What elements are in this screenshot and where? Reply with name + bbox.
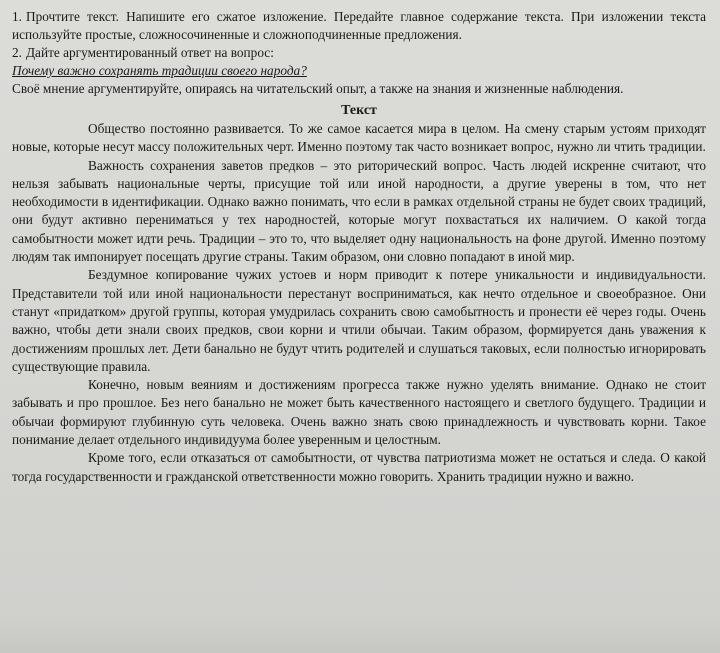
- text-paragraph-1: Общество постоянно развивается. То же самое касается мира в целом. На смену старым устоям приходят новые, которые несут массу положительных черт. Именно поэтому так часто возникает вопрос, нужно ли чтить традиции.: [12, 121, 706, 155]
- text-paragraph-2: Важность сохранения заветов предков – это риторический вопрос. Часть людей искренне считают, что нельзя забывать национальные черты, присущие той или иной народности, а другие уверены в том, что нет необходимости в идентификации. Однако важно понимать, что если в рамках отдельной страны не будет своих традиций, они будут активно перениматься у тех народностей, которые могут похвастаться их наличием. О какой тогда самобытности может идти речь. Традиции – это то, что выделяет одну национальность на фоне другой. Именно поэтому людям так импонирует посещать другие страны. Таким образом, они словно попадают в иной мир.: [12, 157, 706, 265]
- task-item-1-text: Прочтите текст. Напишите его сжатое изложение. Передайте главное содержание текста. При изложении текста используйте простые, сложносочиненные и сложноподчиненные предложения.: [12, 9, 706, 42]
- text-title: Текст: [341, 103, 377, 118]
- task-instruction: Своё мнение аргументируйте, опираясь на читательский опыт, а также на знания и жизненные наблюдения.: [12, 81, 624, 96]
- task-item-2-number: 2.: [12, 45, 22, 60]
- task-item-2-text: Дайте аргументированный ответ на вопрос:: [25, 45, 274, 60]
- task-item-1: [12, 8, 706, 44]
- photo-shadow: [0, 613, 720, 653]
- text-paragraph-4: Конечно, новым веяниям и достижениям прогресса также нужно уделять внимание. Однако не стоит забывать и про прошлое. Без него банально не может быть качественного настоящего и светлого будущего. Традиции и обычаи формируют глубинную суть человека. Очень важно знать свою принадлежность и чувствовать корни. Такое понимание делает отдельного индивидуума более уверенным и целостным.: [12, 377, 706, 448]
- text-paragraph-5: Кроме того, если отказаться от самобытности, от чувства патриотизма может не остаться и следа. О какой тогда государственности и гражданской ответственности можно говорить. Хранить традиции нужно и важно.: [12, 450, 706, 484]
- task-item-2: [12, 44, 706, 62]
- text-paragraph-3: Бездумное копирование чужих устоев и норм приводит к потере уникальности и индивидуальности. Представители той или иной национальности перестанут восприниматься, как нечто отдельное и своеобразное. Они станут «придатком» другой группы, которая умудрилась сохранить свою самобытность и пронести её через годы. Очень важно, чтобы дети знали своих предков, свои корни и чтили обычаи. Таким образом, формируется дань уважения к достижениям прошлых лет. Дети банально не будут чтить родителей и слушаться таковых, если полностью игнорировать существующие правила.: [12, 267, 706, 374]
- essay-question: Почему важно сохранять традиции своего народа?: [12, 63, 307, 78]
- task-item-1-number: 1.: [12, 9, 22, 24]
